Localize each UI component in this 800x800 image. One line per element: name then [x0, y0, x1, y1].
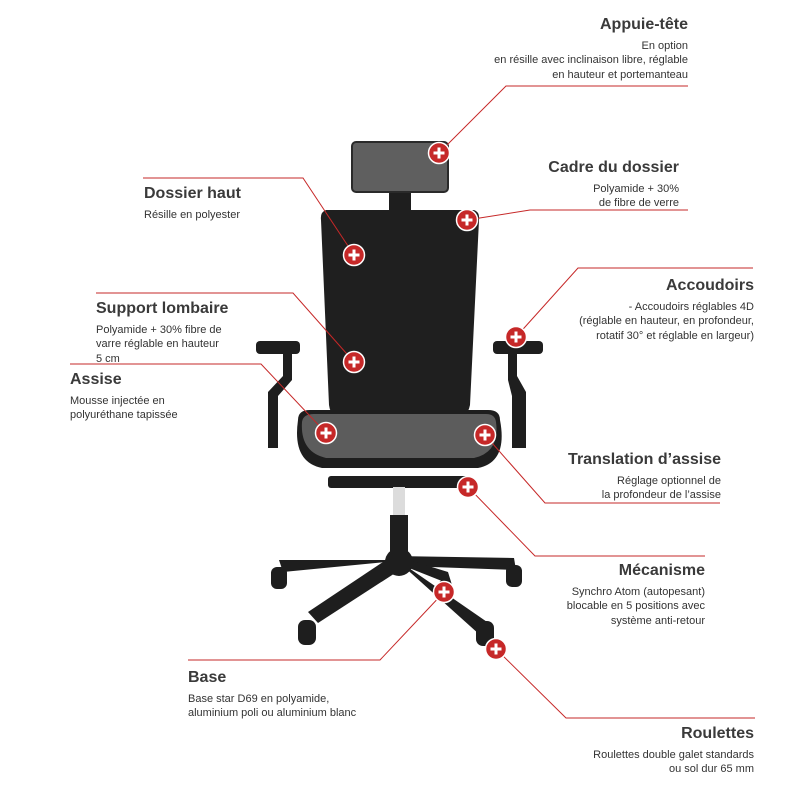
plus-icon-base[interactable]: [434, 582, 455, 603]
casters: [271, 565, 522, 646]
annotation-line: aluminium poli ou aluminium blanc: [188, 707, 357, 720]
annotation-title: Appuie-tête: [600, 16, 688, 33]
annotation-line: en hauteur et portemanteau: [552, 69, 688, 82]
plus-icon-dossier-haut[interactable]: [344, 245, 365, 266]
annotation-appuie-tete: [494, 14, 688, 83]
left-armrest: [256, 341, 300, 448]
annotation-line: rotatif 30° et réglable en largeur): [596, 330, 754, 343]
annotation-line: - Accoudoirs réglables 4D: [628, 300, 754, 313]
annotation-line: en résille avec inclinaison libre, réglable: [494, 54, 688, 67]
annotation-line: polyuréthane tapissée: [70, 409, 178, 422]
plus-icon-accoudoirs[interactable]: [506, 327, 527, 348]
annotation-translation: [568, 449, 721, 503]
annotation-cadre-dossier: [548, 157, 679, 211]
annotation-title: Translation d’assise: [568, 451, 721, 468]
annotation-mecanisme: [567, 560, 705, 629]
annotation-line: Mousse injectée en: [70, 394, 165, 407]
plus-icon-roulettes[interactable]: [486, 639, 507, 660]
annotation-line: Synchro Atom (autopesant): [571, 585, 705, 598]
annotation-line: de fibre de verre: [598, 197, 679, 210]
annotation-title: Base: [188, 669, 227, 686]
annotation-title: Cadre du dossier: [548, 159, 679, 176]
plus-icon-support-lombaire[interactable]: [344, 352, 365, 373]
annotation-title: Roulettes: [681, 725, 754, 742]
annotation-line: En option: [641, 39, 688, 52]
annotation-line: blocable en 5 positions avec: [566, 600, 705, 613]
annotation-line: système anti-retour: [610, 615, 705, 628]
annotation-base: [188, 667, 356, 721]
annotation-line: Réglage optionnel de: [617, 474, 721, 487]
annotation-line: (réglable en hauteur, en profondeur,: [579, 315, 754, 328]
annotation-line: varre réglable en hauteur: [96, 338, 219, 351]
annotation-line: Roulettes double galet standards: [593, 748, 754, 761]
annotation-title: Dossier haut: [144, 185, 241, 202]
annotation-line: ou sol dur 65 mm: [669, 763, 754, 776]
mechanism: [328, 476, 468, 488]
plus-icon-assise[interactable]: [316, 423, 337, 444]
annotation-support-lombaire: [96, 298, 228, 367]
annotation-line: Polyamide + 30% fibre de: [96, 323, 222, 336]
annotation-roulettes: [593, 723, 754, 777]
annotation-assise: [70, 369, 178, 423]
annotation-line: la profondeur de l’assise: [601, 489, 721, 502]
annotation-line: Base star D69 en polyamide,: [188, 692, 330, 705]
annotation-title: Assise: [70, 371, 122, 388]
annotation-line: Résille en polyester: [144, 208, 240, 221]
annotation-title: Accoudoirs: [665, 277, 754, 294]
annotation-accoudoirs: [579, 275, 754, 344]
annotation-title: Support lombaire: [96, 300, 229, 317]
annotation-title: Mécanisme: [618, 562, 705, 579]
plus-icon-translation[interactable]: [475, 425, 496, 446]
plus-icon-mecanisme[interactable]: [458, 477, 479, 498]
plus-icon-appuie-tete[interactable]: [429, 143, 450, 164]
annotation-dossier-haut: [144, 183, 241, 222]
plus-icon-cadre-dossier[interactable]: [457, 210, 478, 231]
annotation-line: 5 cm: [96, 353, 120, 366]
annotation-line: Polyamide + 30%: [593, 182, 679, 195]
gas-cylinder: [393, 487, 405, 517]
